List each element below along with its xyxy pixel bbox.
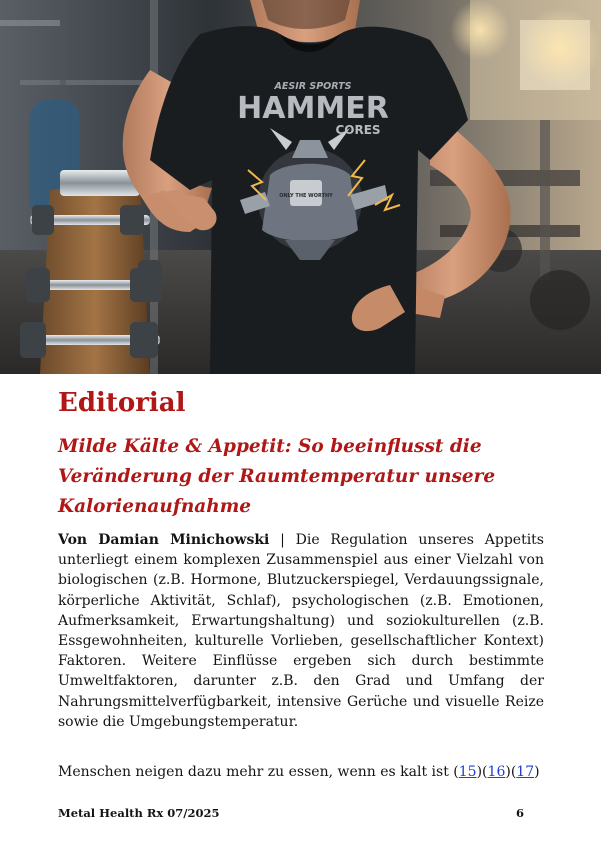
- article-paragraph-2: Menschen neigen dazu mehr zu essen, wenn es kalt ist (15)(16)(17): [58, 764, 540, 780]
- hero-image: [0, 0, 601, 374]
- author-byline: Von Damian Minichowski: [58, 532, 270, 548]
- reference-link-17[interactable]: 17: [516, 764, 535, 780]
- shirt-tag: ONLY THE WORTHY: [279, 193, 333, 199]
- footer-publication: Metal Health Rx 07/2025: [58, 806, 220, 820]
- shirt-brand: AESIR SPORTS: [274, 81, 352, 92]
- reference-link-15[interactable]: 15: [458, 764, 477, 780]
- footer-page-number: 6: [516, 806, 525, 820]
- paragraph-2-text: Menschen neigen dazu mehr zu essen, wenn es kalt ist: [58, 764, 454, 780]
- article-paragraph-1: [58, 530, 544, 732]
- reference-link-16[interactable]: 16: [487, 764, 506, 780]
- shirt-subtitle: CORES: [335, 123, 381, 137]
- gym-photo: [0, 0, 601, 374]
- article-subtitle: Milde Kälte & Appetit: So beeinflusst die Veränderung der Raumtemperatur unsere Kalorienaufnahme: [58, 436, 496, 517]
- byline-separator: |: [269, 532, 296, 548]
- section-title: Editorial: [58, 388, 186, 418]
- shirt-title: HAMMER: [237, 91, 389, 126]
- paragraph-1-text: Die Regulation unseres Appetits unterliegt einem komplexen Zusammenspiel aus einer Vielzahl von biologischen (z.B. Hormone, Blutzuckerspiegel, Verdauungssignale, körperliche Aktivität, Schlaf), psychologischen (z.B. Emotionen, Aufmerksamkeit, Erwartungshaltung) und soziokulturellen (z.B. Essgewohnheiten, kulturelle Vorlieben, gesellschaftlicher Kontext) Faktoren. Weitere Einflüsse ergeben sich durch bestimmte Umweltfaktoren, darunter z.B. den Grad und Umfang der Nahrungsmittelverfügbarkeit, intensive Gerüche und visuelle Reize sowie die Umgebungstemperatur.: [58, 532, 544, 730]
